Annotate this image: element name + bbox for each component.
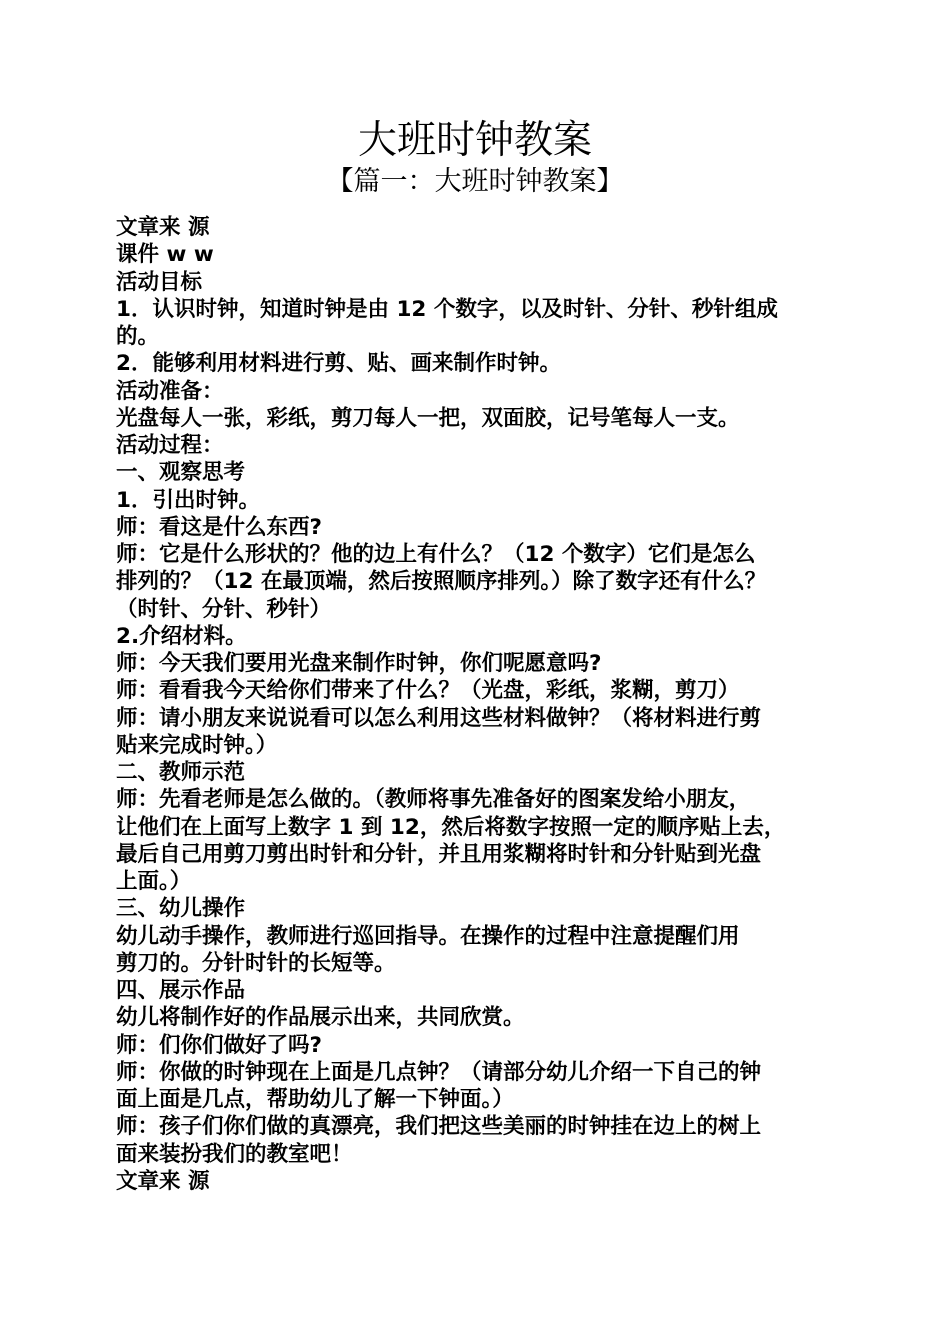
body-line: 一、观察思考 [116, 460, 246, 486]
body-line: 课件 w w [116, 242, 214, 268]
body-line: 幼儿将制作好的作品展示出来，共同欣赏。 [116, 1005, 525, 1031]
body-line: 师：它是什么形状的？他的边上有什么？（12 个数字）它们是怎么 [116, 542, 756, 567]
body-line: 活动目标 [116, 269, 203, 295]
body-line: 让他们在上面写上数字 1 到 12，然后将数字按照一定的顺序贴上去， [116, 814, 786, 840]
body-line: 文章来 源 [116, 215, 210, 240]
body-line: 的。 [116, 324, 160, 349]
body-line: 师：看看我今天给你们带来了什么？（光盘，彩纸，浆糊，剪刀） [116, 678, 740, 704]
body-line: 师：你做的时钟现在上面是几点钟？（请部分幼儿介绍一下自己的钟 [116, 1059, 762, 1085]
body-line: 活动过程： [116, 433, 224, 458]
document-title: 大班时钟教案 [357, 118, 592, 163]
body-line: 活动准备： [116, 378, 224, 404]
body-line: 师：孩子们你们做的真漂亮，我们把这些美丽的时钟挂在边上的树上 [116, 1114, 762, 1140]
body-line: 四、展示作品 [116, 978, 246, 1003]
body-line: 面上面是几点，帮助幼儿了解一下钟面。） [116, 1087, 514, 1112]
body-line: 师：今天我们要用光盘来制作时钟，你们呢愿意吗? [116, 651, 602, 676]
body-line: 师：看这是什么东西? [116, 514, 322, 540]
body-line: 剪刀的。分针时针的长短等。 [116, 950, 396, 976]
body-line: 三、幼儿操作 [116, 896, 246, 922]
body-line: 2.介绍材料。 [116, 623, 247, 649]
body-line: 贴来完成时钟。） [116, 732, 278, 758]
body-line: 1．认识时钟，知道时钟是由 12 个数字，以及时针、分针、秒针组成 [116, 296, 778, 322]
body-line: 最后自己用剪刀剪出时针和分针，并且用浆糊将时针和分针贴到光盘 [116, 841, 762, 867]
body-line: 2．能够利用材料进行剪、贴、画来制作时钟。 [116, 351, 561, 377]
body-line: 排列的？（12 在最顶端，然后按照顺序排列。）除了数字还有什么？ [116, 569, 767, 595]
body-line: 幼儿动手操作，教师进行巡回指导。在操作的过程中注意提醒们用 [116, 923, 740, 949]
document-subtitle: 【篇一：大班时钟教案】 [326, 166, 624, 197]
body-line: 文章来 源 [116, 1168, 210, 1194]
document-body [116, 214, 840, 1195]
body-line: 面来装扮我们的教室吧！ [116, 1141, 353, 1167]
body-line: 师：请小朋友来说说看可以怎么利用这些材料做钟？（将材料进行剪 [116, 705, 762, 731]
body-line: （时针、分针、秒针） [116, 596, 332, 622]
body-line: 上面。） [116, 869, 192, 894]
body-line: 二、教师示范 [116, 760, 246, 785]
body-line: 师：们你们做好了吗? [116, 1032, 322, 1058]
body-line: 光盘每人一张，彩纸，剪刀每人一把，双面胶，记号笔每人一支。 [116, 405, 740, 431]
body-line: 1．引出时钟。 [116, 487, 260, 513]
body-line: 师：先看老师是怎么做的。（教师将事先准备好的图案发给小朋友， [116, 787, 751, 813]
